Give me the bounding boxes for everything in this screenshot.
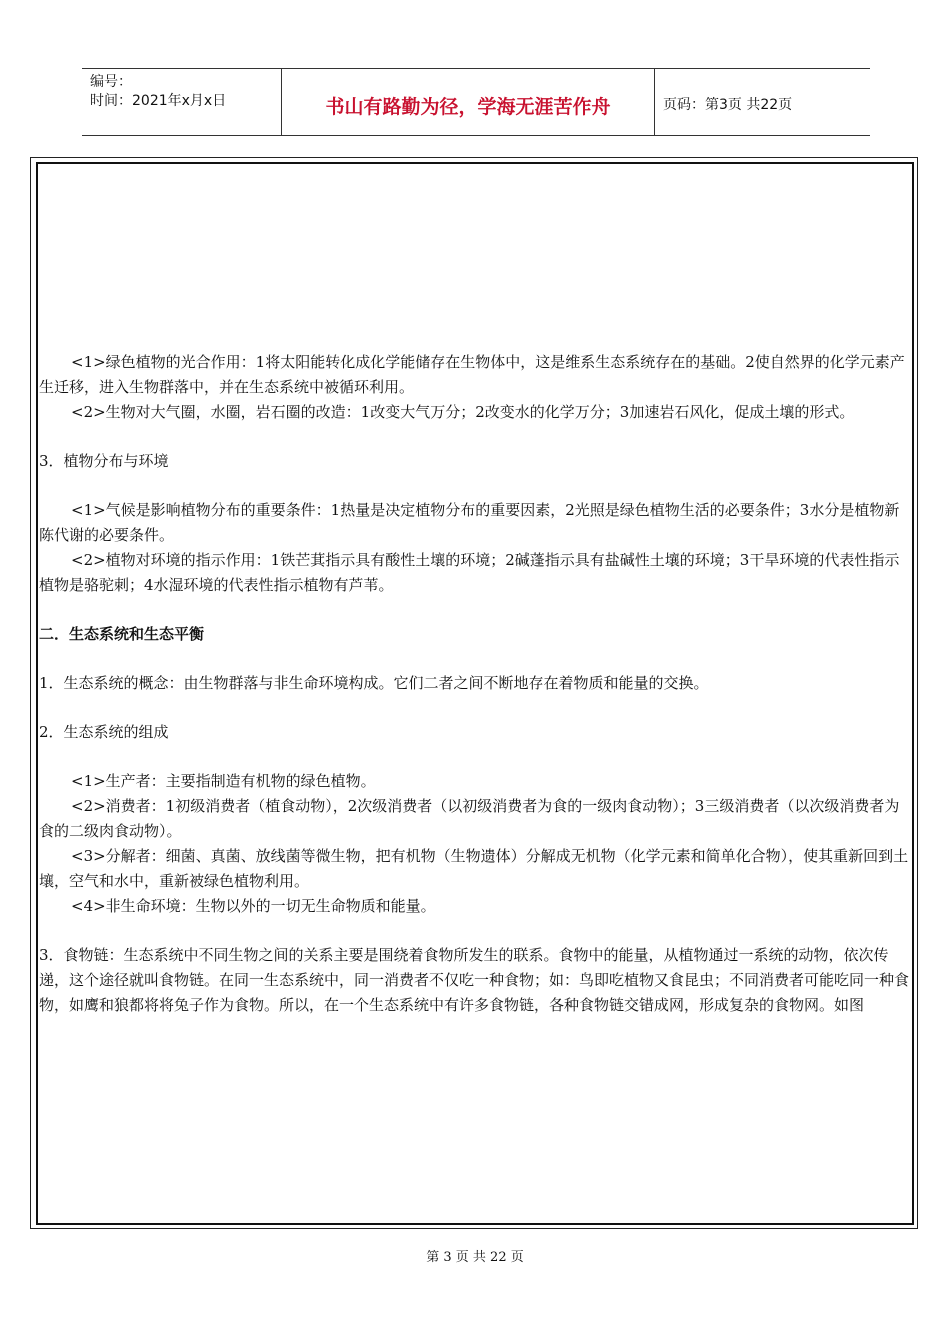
section-heading-ecosystem: 二．生态系统和生态平衡 [39, 625, 205, 643]
paragraph-sphere-modification: <2>生物对大气圈，水圈，岩石圈的改造：1改变大气万分；2改变水的化学万分；3加速岩石风化，促成土壤的形式。 [71, 403, 855, 421]
date-label: 时间：2021年x月x日 [90, 93, 227, 109]
heading-plant-distribution: 3．植物分布与环境 [39, 452, 169, 470]
document-body [39, 350, 911, 1018]
paragraph-abiotic: <4>非生命环境：生物以外的一切无生命物质和能量。 [71, 897, 436, 915]
heading-ecosystem-composition: 2．生态系统的组成 [39, 723, 169, 741]
page-code-label: 页码：第3页 共22页 [663, 97, 793, 113]
paragraph-food-chain: 3．食物链：生态系统中不同生物之间的关系主要是围绕着食物所发生的联系。食物中的能量，从植物通过一系统的动物，依次传递，这个途径就叫食物链。在同一生态系统中，同一消费者不仅吃一种食物；如：鸟即吃植物又食昆虫；不同消费者可能吃同一种食物，如鹰和狼都将将兔子作为食物。所以，在一个生态系统中有许多食物链，各种食物链交错成网，形成复杂的食物网。如图 [39, 946, 910, 1014]
paragraph-indicator-plants: <2>植物对环境的指示作用：1铁芒萁指示具有酸性土壤的环境；2碱蓬指示具有盐碱性土壤的环境；3干旱环境的代表性指示植物是骆驼刺；4水湿环境的代表性指示植物有芦苇。 [39, 551, 900, 594]
header-motto-cell [282, 69, 655, 135]
header-page-cell [655, 69, 870, 135]
page-footer: 第 3 页 共 22 页 [426, 1250, 524, 1265]
header-meta-cell [82, 69, 282, 135]
paragraph-consumers: <2>消费者：1初级消费者（植食动物），2次级消费者（以初级消费者为食的一级肉食动物）；3三级消费者（以次级消费者为食的二级肉食动物）。 [39, 797, 900, 840]
paragraph-photosynthesis: <1>绿色植物的光合作用：1将太阳能转化成化学能储存在生物体中，这是维系生态系统存在的基础。2使自然界的化学元素产生迁移，进入生物群落中，并在生态系统中被循环利用。 [39, 353, 905, 396]
paragraph-ecosystem-concept: 1．生态系统的概念：由生物群落与非生命环境构成。它们二者之间不断地存在着物质和能量的交换。 [39, 674, 709, 692]
paragraph-producers: <1>生产者：主要指制造有机物的绿色植物。 [71, 772, 376, 790]
document-header [82, 68, 870, 136]
motto-text: 书山有路勤为径，学海无涯苦作舟 [325, 96, 611, 118]
paragraph-climate: <1>气候是影响植物分布的重要条件：1热量是决定植物分布的重要因素，2光照是绿色植物生活的必要条件；3水分是植物新陈代谢的必要条件。 [39, 501, 900, 544]
serial-number-label: 编号： [90, 74, 132, 90]
paragraph-decomposers: <3>分解者：细菌、真菌、放线菌等微生物，把有机物（生物遗体）分解成无机物（化学元素和简单化合物），使其重新回到土壤，空气和水中，重新被绿色植物利用。 [39, 847, 909, 890]
